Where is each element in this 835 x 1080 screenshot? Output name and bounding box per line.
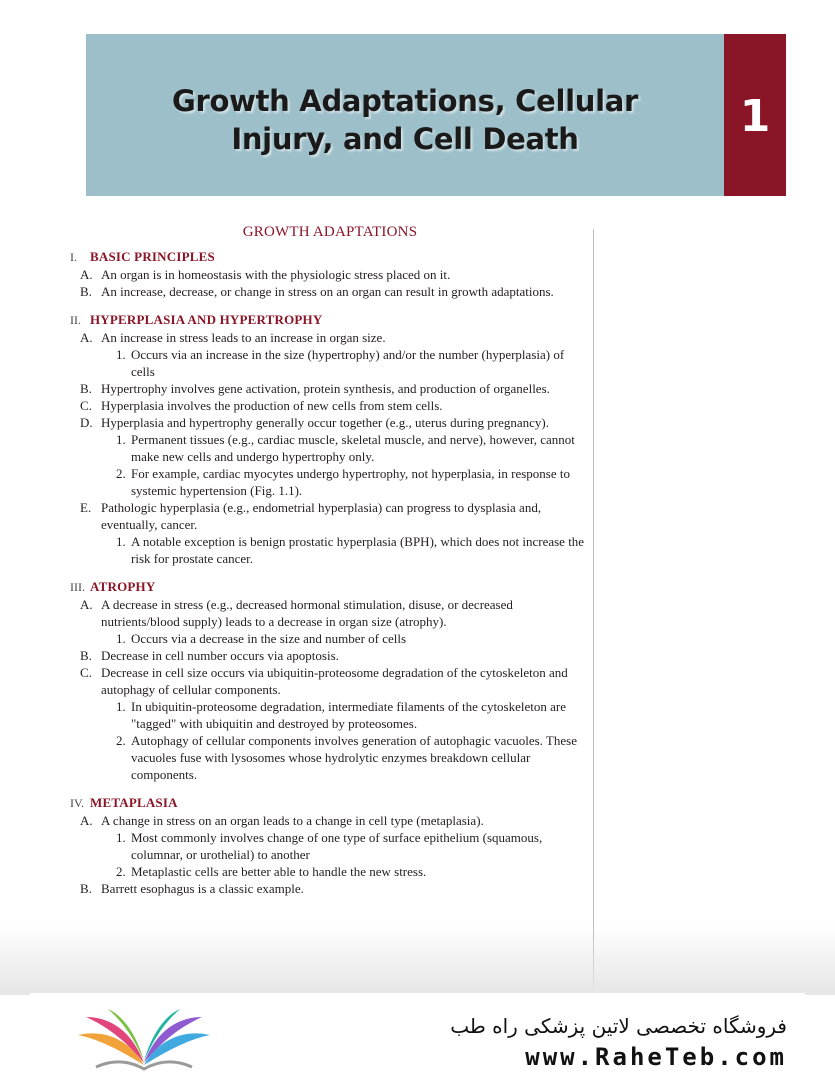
section-title: HYPERPLASIA AND HYPERTROPHY	[90, 312, 323, 327]
item-marker: A.	[80, 813, 93, 828]
item-marker: 2.	[116, 733, 126, 748]
item-text: An organ is in homeostasis with the physiologic stress placed on it.	[101, 267, 451, 282]
outline-item	[70, 266, 590, 283]
item-marker: A.	[80, 330, 93, 345]
shop-name: فروشگاه تخصصی لاتین پزشکی راه طب	[450, 1014, 787, 1038]
chapter-number-box	[724, 34, 786, 196]
shop-url[interactable]: www.RaheTeb.com	[525, 1043, 787, 1071]
item-text: Permanent tissues (e.g., cardiac muscle, skeletal muscle, and nerve), however, cannot make new cells and undergo hypertrophy only.	[131, 432, 575, 464]
section-numeral: I.	[70, 250, 77, 264]
section-numeral: III.	[70, 580, 85, 594]
item-text: A change in stress on an organ leads to a change in cell type (metaplasia).	[101, 813, 484, 828]
chapter-banner	[86, 34, 724, 196]
item-marker: 1.	[116, 631, 126, 646]
item-text: For example, cardiac myocytes undergo hypertrophy, not hyperplasia, in response to systemic hypertension (Fig. 1.1).	[131, 466, 570, 498]
outline-item	[70, 533, 590, 567]
item-text: Decrease in cell size occurs via ubiquitin-proteosome degradation of the cytoskeleton and autophagy of cellular components.	[101, 665, 568, 697]
section-title-row	[70, 311, 590, 329]
item-marker: B.	[80, 284, 92, 299]
outline-item	[70, 380, 590, 397]
item-text: Pathologic hyperplasia (e.g., endometrial hyperplasia) can progress to dysplasia and, eventually, cancer.	[101, 500, 542, 532]
outline-item	[70, 880, 590, 897]
outline-item	[70, 499, 590, 533]
outline-section	[70, 578, 590, 783]
item-marker: C.	[80, 398, 92, 413]
watermark-footer	[30, 993, 805, 1080]
outline-item	[70, 283, 590, 300]
item-text: An increase in stress leads to an increase in organ size.	[101, 330, 386, 345]
chapter-title: Growth Adaptations, Cellular Injury, and Cell Death	[171, 84, 639, 156]
item-text: A notable exception is benign prostatic hyperplasia (BPH), which does not increase the risk for prostate cancer.	[131, 534, 585, 566]
item-marker: D.	[80, 415, 93, 430]
item-marker: B.	[80, 381, 92, 396]
column-divider	[593, 229, 594, 989]
item-text: Occurs via an increase in the size (hypertrophy) and/or the number (hyperplasia) of cells	[131, 347, 565, 379]
item-marker: 1.	[116, 699, 126, 714]
item-text: Autophagy of cellular components involves generation of autophagic vacuoles. These vacuoles fuse with lysosomes whose hydrolytic enzymes breakdown cellular components.	[131, 733, 577, 782]
item-marker: C.	[80, 665, 92, 680]
page-fade	[0, 925, 835, 995]
item-text: Barrett esophagus is a classic example.	[101, 881, 304, 896]
item-text: Metaplastic cells are better able to handle the new stress.	[131, 864, 427, 879]
item-marker: 1.	[116, 432, 126, 447]
outline-item	[70, 465, 590, 499]
item-marker: B.	[80, 881, 92, 896]
section-heading: GROWTH ADAPTATIONS	[242, 224, 418, 240]
item-text: A decrease in stress (e.g., decreased hormonal stimulation, disuse, or decreased nutrients/blood supply) leads to a decrease in organ size (atrophy).	[101, 597, 513, 629]
section-title: BASIC PRINCIPLES	[90, 249, 215, 264]
item-marker: A.	[80, 267, 93, 282]
outline-item	[70, 329, 590, 346]
outline-item	[70, 664, 590, 698]
item-text: Most commonly involves change of one type of surface epithelium (squamous, columnar, or urothelial) to another	[131, 830, 543, 862]
open-book-logo-icon	[74, 1009, 214, 1071]
outline-item	[70, 698, 590, 732]
item-marker: 2.	[116, 466, 126, 481]
item-text: Hyperplasia and hypertrophy generally occur together (e.g., uterus during pregnancy).	[101, 415, 549, 430]
section-title: ATROPHY	[90, 579, 156, 594]
item-text: An increase, decrease, or change in stress on an organ can result in growth adaptations.	[101, 284, 554, 299]
section-title: METAPLASIA	[90, 795, 178, 810]
item-marker: 1.	[116, 830, 126, 845]
item-text: Hyperplasia involves the production of new cells from stem cells.	[101, 398, 443, 413]
chapter-number: 1	[739, 91, 771, 142]
section-title-row	[70, 794, 590, 812]
section-numeral: IV.	[70, 796, 85, 810]
outline-item	[70, 863, 590, 880]
outline-item	[70, 630, 590, 647]
item-text: Occurs via a decrease in the size and number of cells	[131, 631, 407, 646]
item-marker: A.	[80, 597, 93, 612]
item-marker: B.	[80, 648, 92, 663]
section-numeral: II.	[70, 313, 81, 327]
outline-item	[70, 732, 590, 783]
outline	[70, 248, 590, 897]
outline-section	[70, 311, 590, 567]
outline-item	[70, 812, 590, 829]
page-content	[70, 222, 590, 908]
item-text: In ubiquitin-proteosome degradation, intermediate filaments of the cytoskeleton are "tagged" with ubiquitin and destroyed by proteosomes.	[131, 699, 566, 731]
item-marker: 1.	[116, 534, 126, 549]
item-marker: 2.	[116, 864, 126, 879]
outline-item	[70, 414, 590, 431]
outline-item	[70, 647, 590, 664]
outline-item	[70, 431, 590, 465]
section-title-row	[70, 578, 590, 596]
item-marker: 1.	[116, 347, 126, 362]
outline-section	[70, 248, 590, 300]
outline-item	[70, 596, 590, 630]
outline-section	[70, 794, 590, 897]
outline-item	[70, 397, 590, 414]
item-marker: E.	[80, 500, 92, 515]
outline-item	[70, 346, 590, 380]
section-title-row	[70, 248, 590, 266]
item-text: Decrease in cell number occurs via apoptosis.	[101, 648, 339, 663]
outline-item	[70, 829, 590, 863]
item-text: Hypertrophy involves gene activation, protein synthesis, and production of organelles.	[101, 381, 550, 396]
